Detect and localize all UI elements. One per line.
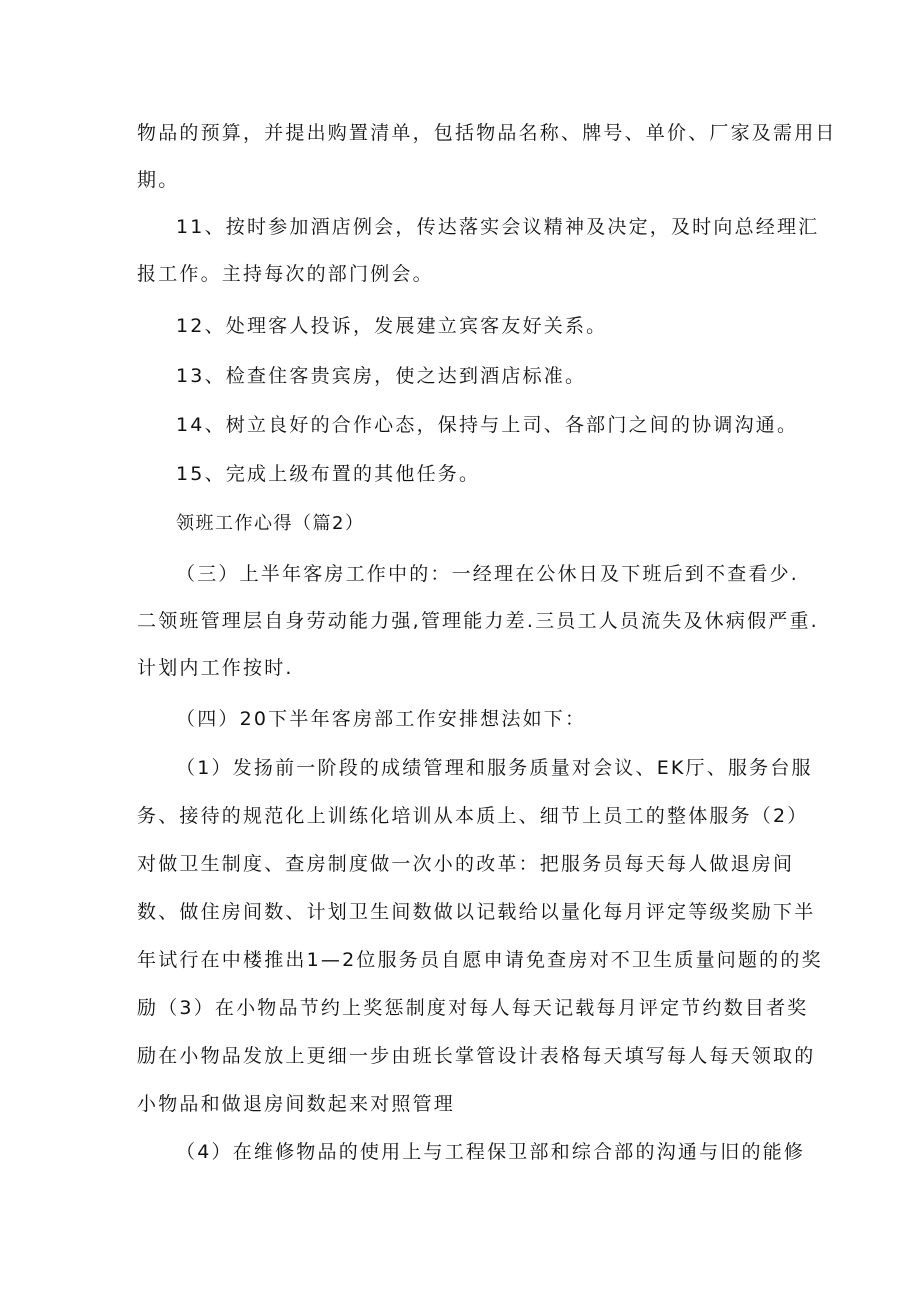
paragraph-line: 计划内工作按时. <box>137 657 294 679</box>
paragraph-line: 报工作。主持每次的部门例会。 <box>137 263 434 285</box>
paragraph-line: （四）20下半年客房部工作安排想法如下： <box>176 708 587 730</box>
paragraph-line: 物品的预算，并提出购置清单，包括物品名称、牌号、单价、厂家及需用日 <box>137 122 837 144</box>
paragraph-line: 小物品和做退房间数起来对照管理 <box>137 1093 456 1115</box>
paragraph-line: 励在小物品发放上更细一步由班长掌管设计表格每天填写每人每天领取的 <box>137 1045 816 1067</box>
paragraph-line: 14、树立良好的合作心态，保持与上司、各部门之间的协调沟通。 <box>176 414 799 436</box>
paragraph-line: 12、处理客人投诉，发展建立宾客友好关系。 <box>176 315 608 337</box>
paragraph-line: 二领班管理层自身劳动能力强,管理能力差.三员工人员流失及休病假严重. <box>137 610 819 632</box>
paragraph-line: （4）在维修物品的使用上与工程保卫部和综合部的沟通与旧的能修 <box>176 1141 806 1163</box>
paragraph-line: （三）上半年客房工作中的：一经理在公休日及下班后到不查看少. <box>176 563 800 585</box>
paragraph-line: 15、完成上级布置的其他任务。 <box>176 463 481 485</box>
paragraph-line: 期。 <box>137 169 180 191</box>
paragraph-line: 励（3）在小物品节约上奖惩制度对每人每天记载每月评定节约数目者奖 <box>137 997 809 1019</box>
paragraph-line: （1）发扬前一阶段的成绩管理和服务质量对会议、EK厅、服务台服 <box>176 757 813 779</box>
paragraph-line: 11、按时参加酒店例会，传达落实会议精神及决定，及时向总经理汇 <box>176 216 820 238</box>
paragraph-line: 年试行在中楼推出1—2位服务员自愿申请免查房对不卫生质量问题的的奖 <box>137 949 823 971</box>
paragraph-line: 数、做住房间数、计划卫生间数做以记载给以量化每月评定等级奖励下半 <box>137 901 816 923</box>
paragraph-line: 对做卫生制度、查房制度做一次小的改革：把服务员每天每人做退房间 <box>137 853 795 875</box>
section-heading: 领班工作心得（篇2） <box>176 513 365 534</box>
paragraph-line: 务、接待的规范化上训练化培训从本质上、细节上员工的整体服务（2） <box>137 805 809 827</box>
paragraph-line: 13、检查住客贵宾房，使之达到酒店标准。 <box>176 365 587 387</box>
